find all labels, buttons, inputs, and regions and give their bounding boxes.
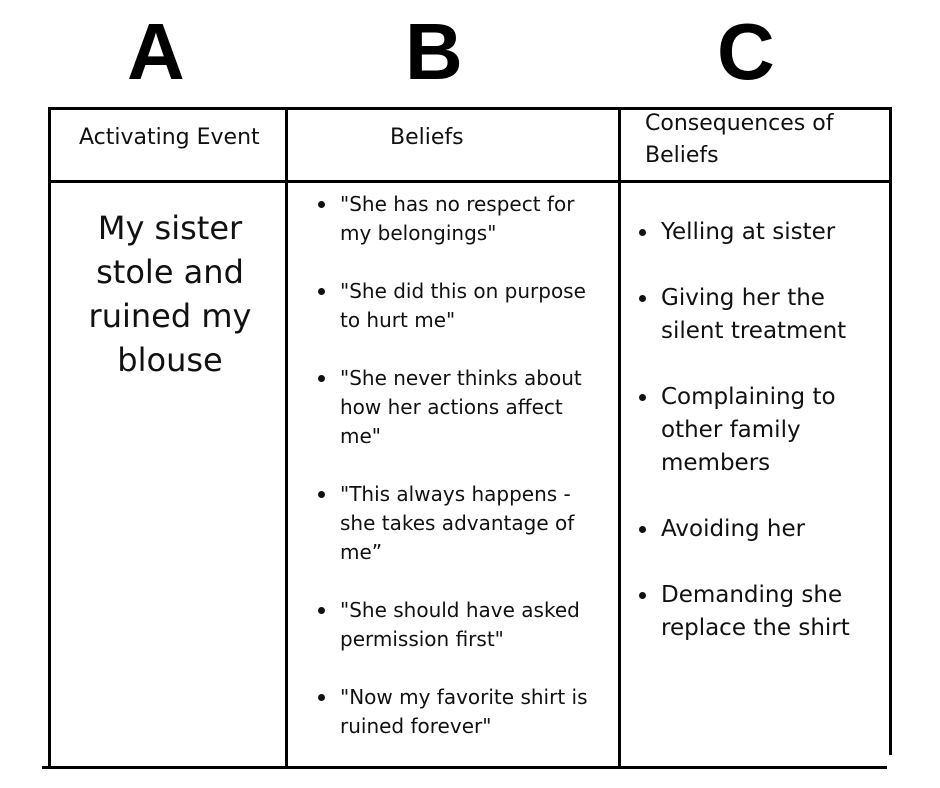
consequence-item: Complaining to other family members xyxy=(639,381,884,480)
left-border xyxy=(48,107,51,769)
consequence-item: Yelling at sister xyxy=(639,216,884,249)
belief-item: "This always happens - she takes advantage of me” xyxy=(318,480,603,567)
consequence-item: Giving her the silent treatment xyxy=(639,282,884,348)
beliefs-list xyxy=(318,190,603,770)
consequences-list xyxy=(639,216,884,678)
column-letter-c: C xyxy=(717,7,775,96)
consequence-item: Avoiding her xyxy=(639,513,884,546)
header-consequences: Consequences of Beliefs xyxy=(645,111,834,168)
consequence-item: Demanding she replace the shirt xyxy=(639,579,884,645)
header-activating-event: Activating Event xyxy=(79,125,260,150)
column-letter-b: B xyxy=(405,7,463,96)
activating-event-text: My sister stole and ruined my blouse xyxy=(88,209,252,379)
column-divider-bc xyxy=(618,107,621,769)
belief-item: "She has no respect for my belongings" xyxy=(318,190,603,248)
belief-item: "She should have asked permission first" xyxy=(318,596,603,654)
belief-item: "She never thinks about how her actions affect me" xyxy=(318,364,603,451)
belief-item: "She did this on purpose to hurt me" xyxy=(318,277,603,335)
column-letter-a: A xyxy=(127,7,185,96)
header-divider xyxy=(48,180,892,183)
header-beliefs: Beliefs xyxy=(390,125,464,150)
belief-item: "Now my favorite shirt is ruined forever" xyxy=(318,683,603,741)
right-border xyxy=(889,107,892,755)
column-divider-ab xyxy=(285,107,288,769)
